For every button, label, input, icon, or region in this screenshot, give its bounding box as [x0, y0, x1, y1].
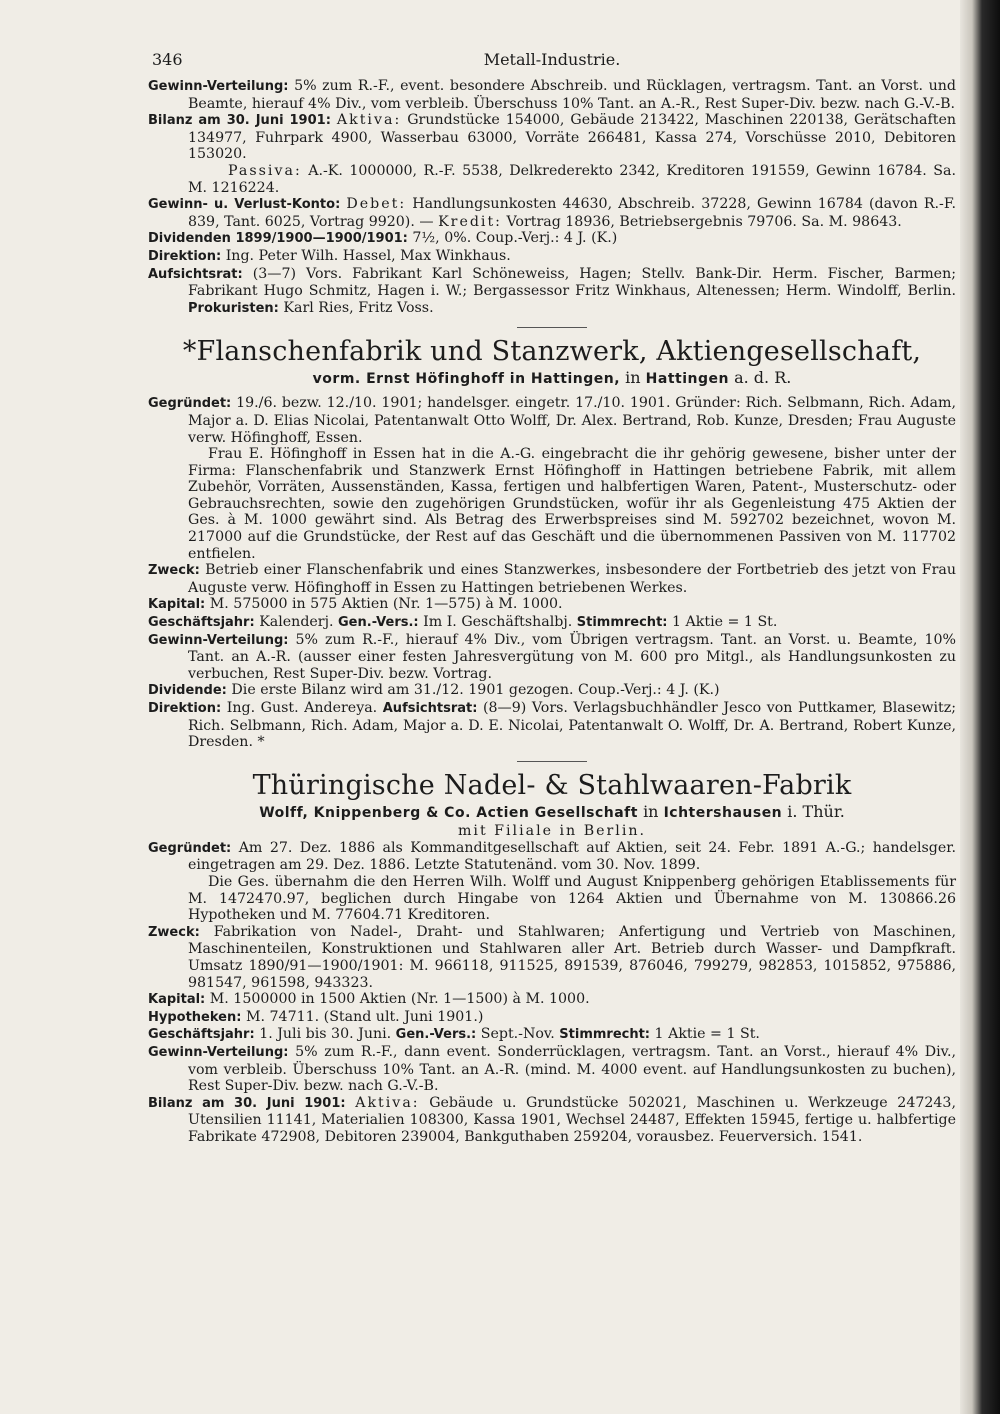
company-subtitle: Wolff, Knippenberg & Co. Actien Gesellschaft in Ichtershausen i. Thür.: [259, 801, 845, 821]
bilanz-aktiva: Bilanz am 30. Juni 1901: Aktiva: Gebäude u. Grundstücke 502021, Maschinen u. Werkzeuge 247243, Utensilien 11141, Materialien 108300, Kassa 1901, Wechsel 24487, Effekten 15945, fertige u. halbfertige Fabrikate 472908, Debitoren 239004, Bankguthaben 259204, vorausbez. Feuerversich. 1541.: [148, 1094, 956, 1145]
dividenden: Dividenden 1899/1900—1900/1901: 7½, 0%. Coup.-Verj.: 4 J. (K.): [148, 230, 618, 247]
zweck: Zweck: Betrieb einer Flanschenfabrik und eines Stanzwerkes, insbesondere der Fortbetrieb des jetzt von Frau Auguste verw. Höfinghoff in Essen zu Hattingen betriebenen Werkes.: [148, 562, 956, 596]
book-binding-edge: [960, 0, 1000, 1414]
gewinn-verteilung: Gewinn-Verteilung: 5% zum R.-F., event. besondere Abschreib. und Rücklagen, vertragsm. Tant. an Vorst. und Beamte, hierauf 4% Div., vom verbleib. Überschuss 10% Tant. an A.-R., Rest Super-Div. bezw. nach G.-V.-B.: [148, 78, 956, 112]
filiale-line: mit Filiale in Berlin.: [457, 822, 647, 839]
entry-continuation: [148, 78, 956, 317]
gewinn-verlust-konto: Gewinn- u. Verlust-Konto: Debet: Handlungsunkosten 44630, Abschreib. 37228, Gewinn 16784 (davon R.-F. 839, Tant. 6025, Vortrag 9920). — Kredit: Vortrag 18936, Betriebsergebnis 79706. Sa. M. 98643.: [148, 196, 956, 230]
section-divider: [517, 761, 587, 762]
direktion: Direktion: Ing. Peter Wilh. Hassel, Max Winkhaus.: [148, 247, 511, 264]
gewinn-verteilung: Gewinn-Verteilung: 5% zum R.-F., hierauf 4% Div., vom Übrigen vertragsm. Tant. an Vorst. u. Beamte, 10% Tant. an A.-R. (ausser einer festen Jahresvergütung von M. 600 pro Mitgl., als Handlungsunkosten zu verbuchen, Rest Super-Div. bezw. Vortrag.: [148, 631, 956, 682]
direktion-aufsichtsrat: Direktion: Ing. Gust. Andereya. Aufsichtsrat: (8—9) Vors. Verlagsbuchhändler Jesco von Puttkamer, Blasewitz; Rich. Selbmann, Rich. Adam, Major a. D. E. Nicolai, Patentanwalt O. Wolff, Dr. A. Bertrand, Robert Kunze, Dresden. *: [148, 700, 957, 751]
bilanz-aktiva: Bilanz am 30. Juni 1901: Aktiva: Grundstücke 154000, Gebäude 213422, Maschinen 220138, Gerätschaften 134977, Fuhrpark 4900, Wasserbau 63000, Vorräte 266481, Kassa 274, Vorschüsse 2010, Debitoren 153020.: [148, 112, 957, 163]
gewinn-verteilung: Gewinn-Verteilung: 5% zum R.-F., dann event. Sonderrücklagen, vertragsm. Tant. an Vorst., hierauf 4% Div., vom verbleib. Überschuss 10% Tant. an A.-R. (mind. M. 4000 event. auf Handlungsunkosten zu buchen), Rest Super-Div. bezw. nach G.-V.-B.: [148, 1043, 956, 1095]
running-header: [148, 44, 956, 78]
entry-flanschenfabrik: [148, 336, 956, 750]
gegruendet-paragraph: Frau E. Höfinghoff in Essen hat in die A.-G. eingebracht die ihr gehörig gewesene, bisher unter der Firma: Flanschenfabrik und Stanzwerk Ernst Höfinghoff in Hattingen betriebene Fabrik, mit allem Zubehör, Vorräten, Aussenständen, Kassa, fertigen und halbfertigen Waren, Patent-, Musterschutz- oder Gebrauchsrechten, sowie den zugehörigen Grundstücken, wofür ihr als Gegenleistung 475 Aktien der Ges. à M. 1000 gewährt sind. Als Betrag des Erwerbspreises sind M. 592702 bezeichnet, wovon M. 217000 auf die Grundstücke, der Rest auf das Geschäft und die übernommenen Passiven von M. 117702 entfielen.: [188, 446, 956, 562]
geschaeftsjahr: Geschäftsjahr: 1. Juli bis 30. Juni. Gen.-Vers.: Sept.-Nov. Stimmrecht: 1 Aktie = 1 St.: [148, 1026, 760, 1043]
running-title: Metall-Industrie.: [483, 50, 621, 69]
gegruendet: Gegründet: Am 27. Dez. 1886 als Kommanditgesellschaft auf Aktien, seit 24. Febr. 1891 A.-G.; handelsger. eingetragen am 29. Dez. 1886. Letzte Statutenänd. vom 30. Nov. 1899.: [148, 839, 956, 874]
bilanz-passiva: Passiva: A.-K. 1000000, R.-F. 5538, Delkrederekto 2342, Kreditoren 191559, Gewinn 16784. Sa. M. 1216224.: [188, 162, 956, 196]
section-divider: [517, 327, 587, 328]
dividende: Dividende: Die erste Bilanz wird am 31./12. 1901 gezogen. Coup.-Verj.: 4 J. (K.): [148, 682, 720, 699]
document-page: [148, 44, 956, 1145]
hypotheken: Hypotheken: M. 74711. (Stand ult. Juni 1901.): [148, 1008, 484, 1025]
entry-thueringische: [148, 770, 956, 1146]
zweck: Zweck: Fabrikation von Nadel-, Draht- und Stahlwaren; Anfertigung und Vertrieb von Maschinen, Maschinenteilen, Konstruktionen und Stahlwaren aller Art. Betrieb durch Wasser- und Dampfkraft. Umsatz 1890/91—1900/1901: M. 966118, 911525, 891539, 876046, 799279, 982853, 1015852, 975886, 981547, 961598, 943323.: [148, 923, 957, 991]
aufsichtsrat: Aufsichtsrat: (3—7) Vors. Fabrikant Karl Schöneweiss, Hagen; Stellv. Bank-Dir. Herm. Fischer, Barmen; Fabrikant Hugo Schmitz, Hagen i. W.; Bergassessor Fritz Winkhaus, Altenessen; Herm. Windolff, Berlin. Prokuristen: Karl Ries, Fritz Voss.: [148, 265, 956, 316]
company-title: Thüringische Nadel- & Stahlwaaren-Fabrik: [252, 769, 852, 801]
gegruendet: Gegründet: 19./6. bezw. 12./10. 1901; handelsger. eingetr. 17./10. 1901. Gründer: Rich. Selbmann, Rich. Adam, Major a. D. Elias Nicolai, Patentanwalt Otto Wolff, Dr. Alex. Bertrand, Rob. Kunze, Dresden; Frau Auguste verw. Höfinghoff, Essen.: [148, 395, 956, 446]
geschaeftsjahr: Geschäftsjahr: Kalenderj. Gen.-Vers.: Im I. Geschäftshalbj. Stimmrecht: 1 Aktie = 1 St.: [148, 614, 778, 631]
company-title: *Flanschenfabrik und Stanzwerk, Aktiengesellschaft,: [182, 336, 922, 368]
company-subtitle: vorm. Ernst Höfinghoff in Hattingen, in Hattingen a. d. R.: [312, 368, 792, 388]
kapital: Kapital: M. 575000 in 575 Aktien (Nr. 1—575) à M. 1000.: [148, 596, 563, 613]
kapital: Kapital: M. 1500000 in 1500 Aktien (Nr. 1—1500) à M. 1000.: [148, 991, 590, 1008]
page-number: 346: [152, 50, 183, 69]
gegruendet-paragraph: Die Ges. übernahm die den Herren Wilh. Wolff und August Knippenberg gehörigen Etablissements für M. 1472470.97, beglichen durch Hingabe von 1264 Aktien und Übernahme von M. 130866.26 Hypotheken und M. 77604.71 Kreditoren.: [188, 873, 956, 924]
